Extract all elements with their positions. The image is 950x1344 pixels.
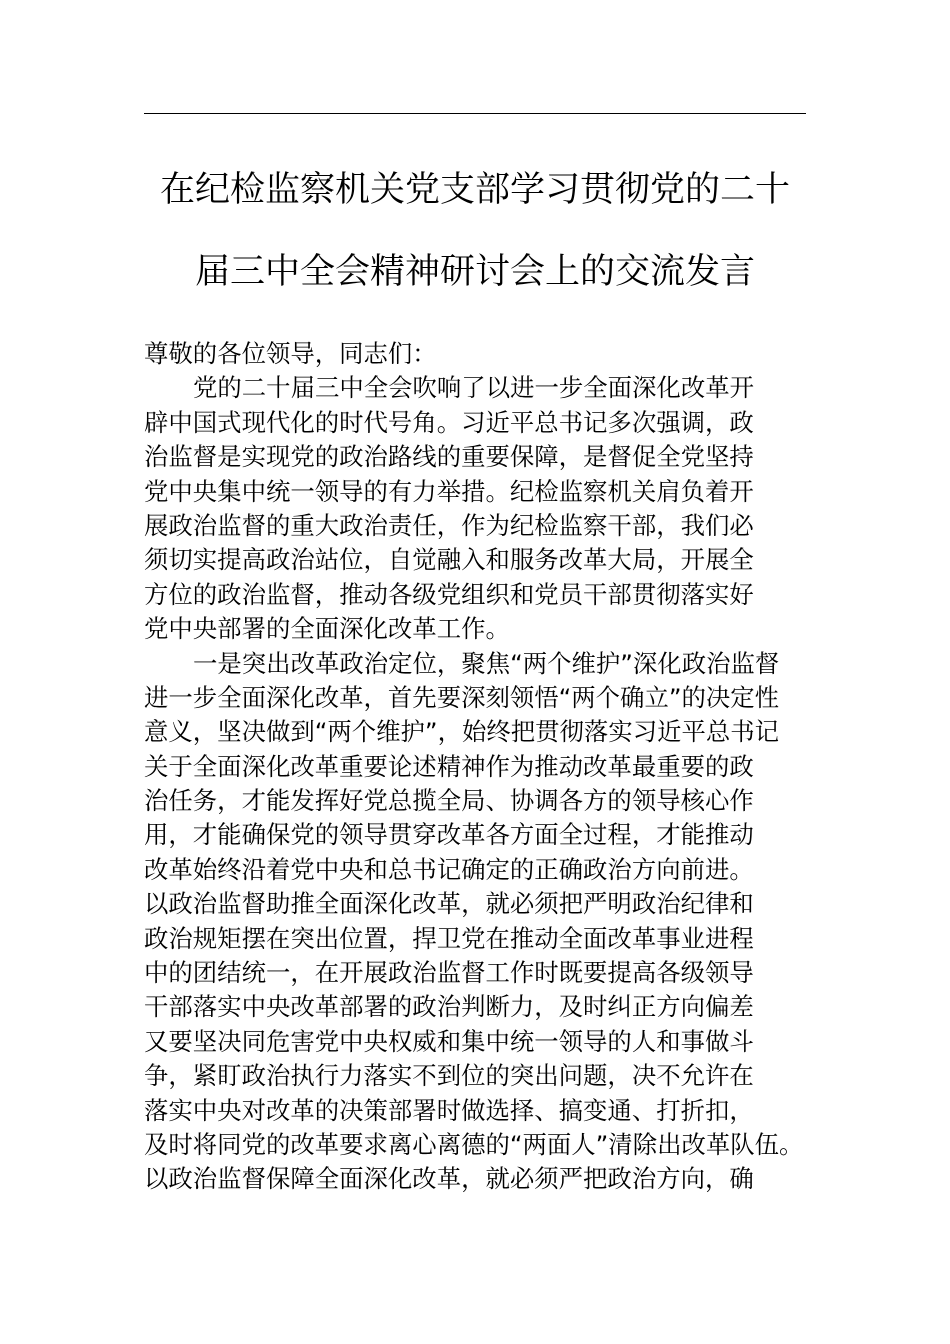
body-line: 治任务，才能发挥好党总揽全局、协调各方的领导核心作 xyxy=(144,786,754,816)
body-line: 进一步全面深化改革，首先要深刻领悟“两个确立”的决定性 xyxy=(144,682,780,712)
body-line: 展政治监督的重大政治责任，作为纪检监察干部，我们必 xyxy=(144,510,754,540)
body-line: 以政治监督助推全面深化改革，就必须把严明政治纪律和 xyxy=(144,889,754,919)
body-line: 及时将同党的改革要求离心离德的“两面人”清除出改革队伍。 xyxy=(144,1129,804,1159)
body-line: 党的二十届三中全会吹响了以进一步全面深化改革开 xyxy=(193,373,754,403)
title-line: 届三中全会精神研讨会上的交流发言 xyxy=(194,252,755,292)
section-heading: 一是突出改革政治定位，聚焦“两个维护”深化政治监督 xyxy=(193,648,780,678)
body-line: 中的团结统一，在开展政治监督工作时既要提高各级领导 xyxy=(144,958,754,988)
body-line: 又要坚决同危害党中央权威和集中统一领导的人和事做斗 xyxy=(144,1026,754,1056)
body-line: 党中央部署的全面深化改革工作。 xyxy=(144,614,510,644)
body-line: 干部落实中央改革部署的政治判断力，及时纠正方向偏差 xyxy=(144,992,754,1022)
body-line: 治监督是实现党的政治路线的重要保障，是督促全党坚持 xyxy=(144,442,754,472)
body-line: 方位的政治监督，推动各级党组织和党员干部贯彻落实好 xyxy=(144,579,754,609)
salutation: 尊敬的各位领导，同志们： xyxy=(144,339,437,368)
document-body xyxy=(144,337,814,1197)
header-rule xyxy=(144,113,806,114)
title-line: 在纪检监察机关党支部学习贯彻党的二十 xyxy=(159,170,790,210)
body-line: 争，紧盯政治执行力落实不到位的突出问题，决不允许在 xyxy=(144,1061,754,1091)
body-line: 党中央集中统一领导的有力举措。纪检监察机关肩负着开 xyxy=(144,476,754,506)
body-line: 辟中国式现代化的时代号角。习近平总书记多次强调，政 xyxy=(144,407,754,437)
body-line: 用，才能确保党的领导贯穿改革各方面全过程，才能推动 xyxy=(144,820,754,850)
body-line: 改革始终沿着党中央和总书记确定的正确政治方向前进。 xyxy=(144,854,754,884)
body-line: 政治规矩摆在突出位置，捍卫党在推动全面改革事业进程 xyxy=(144,923,754,953)
body-line: 意义，坚决做到“两个维护”，始终把贯彻落实习近平总书记 xyxy=(144,717,780,747)
body-line: 以政治监督保障全面深化改革，就必须严把政治方向，确 xyxy=(144,1164,754,1194)
body-line: 关于全面深化改革重要论述精神作为推动改革最重要的政 xyxy=(144,751,754,781)
body-line: 须切实提高政治站位，自觉融入和服务改革大局，开展全 xyxy=(144,545,754,575)
body-line: 落实中央对改革的决策部署时做选择、搞变通、打折扣， xyxy=(144,1095,754,1125)
document-title xyxy=(144,172,806,291)
